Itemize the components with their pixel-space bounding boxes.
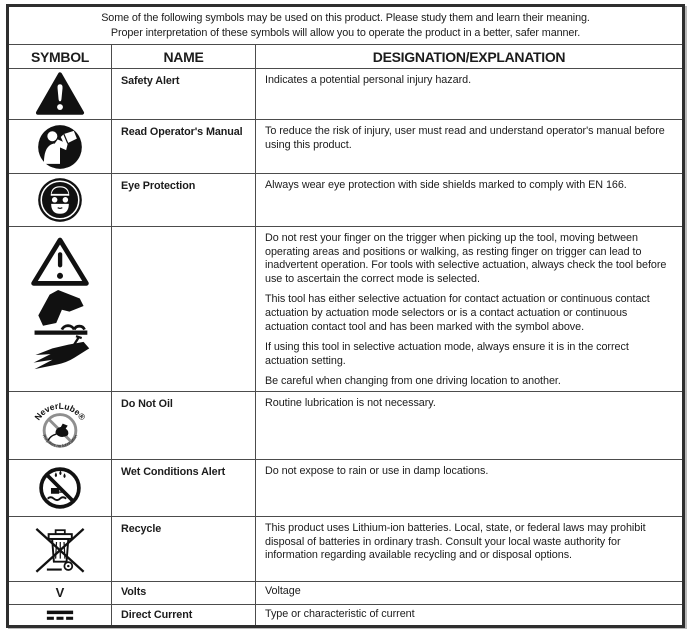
name-cell: Read Operator's Manual [112, 120, 256, 174]
symbol-cell [8, 227, 112, 392]
volts-symbol: V [55, 584, 65, 600]
symbol-cell [8, 69, 112, 120]
designation-text: This product uses Lithium-ion batteries. Local, state, or federal laws may prohibit disposal of batteries in ordinary trash. Consult your local waste authority for information regarding available recycling and or disposal options. [265, 521, 646, 562]
intro-text [8, 6, 684, 45]
eye-protection-icon [37, 177, 83, 223]
neverlube-arc-text: NeverLube® [32, 401, 88, 423]
do-not-oil-neverlube-icon [31, 395, 89, 455]
designation-cell [256, 174, 684, 227]
intro-row [8, 6, 684, 45]
intro-line-2: Proper interpretation of these symbols will allow you to operate the product in a better, safer manner. [110, 26, 581, 39]
designation-cell [256, 581, 684, 604]
designation-text: Voltage [265, 584, 301, 597]
designation-cell [256, 516, 684, 581]
symbols-table [6, 4, 685, 628]
designation-text: Always wear eye protection with side shields marked to comply with EN 166. [265, 179, 627, 191]
symbol-cell [8, 581, 112, 604]
designation-paragraph-2: This tool has either selective actuation for contact actuation or continuous contact actuation by actuation mode selectors or is a contact actuation or continuous actuation contact tool and has been marked with the symbol above. [265, 293, 650, 333]
name-cell [112, 227, 256, 392]
table-row-volts [8, 581, 684, 604]
designation-text: Type or characteristic of current [265, 607, 415, 620]
designation-cell [256, 459, 684, 516]
table-row-eye-protection [8, 174, 684, 227]
designation-text: To reduce the risk of injury, user must read and understand operator's manual before using this product. [265, 125, 665, 151]
name-cell: Direct Current [112, 604, 256, 626]
header-name: NAME [112, 45, 256, 69]
table-row-read-manual [8, 120, 684, 174]
designation-paragraph-4: Be careful when changing from one driving location to another. [265, 375, 561, 388]
read-operators-manual-icon [37, 124, 83, 170]
name-cell: Eye Protection [112, 174, 256, 227]
symbol-cell [8, 516, 112, 581]
designation-cell [256, 604, 684, 626]
symbol-cell [8, 459, 112, 516]
svg-text:NeverLube® [32, 401, 88, 423]
table-row-wet-conditions [8, 459, 684, 516]
header-symbol: SYMBOL [8, 45, 112, 69]
header-designation: DESIGNATION/EXPLANATION [256, 45, 684, 69]
symbol-cell [8, 391, 112, 459]
table-row-trigger-warning [8, 227, 684, 392]
designation-text: Do not expose to rain or use in damp locations. [265, 464, 489, 477]
manual-symbols-page [6, 4, 684, 628]
neverlube-bottom-arc-text: Requires no lubrication [41, 434, 79, 449]
symbol-cell [8, 120, 112, 174]
trigger-actuation-warning-icon [27, 232, 93, 380]
name-cell: Safety Alert [112, 69, 256, 120]
symbol-cell [8, 604, 112, 626]
name-cell: Wet Conditions Alert [112, 459, 256, 516]
designation-paragraph-1: Do not rest your finger on the trigger when picking up the tool, moving between operating areas and positions or walking, as resting finger on trigger can lead to inadvertent operation. For tools with selective actuation, always check the tool before use to ascertain the correct mode is selected. [265, 232, 667, 285]
safety-alert-icon [35, 72, 85, 116]
symbol-cell [8, 174, 112, 227]
designation-cell [256, 120, 684, 174]
wet-conditions-icon [37, 465, 83, 511]
designation-text: Indicates a potential personal injury hazard. [265, 74, 472, 86]
designation-paragraph-3: If using this tool in selective actuation mode, always ensure it is in the correct actuation setting. [265, 341, 629, 367]
table-row-recycle [8, 516, 684, 581]
table-row-safety-alert [8, 69, 684, 120]
header-row [8, 45, 684, 69]
designation-text: Routine lubrication is not necessary. [265, 396, 436, 409]
intro-line-1: Some of the following symbols may be used on this product. Please study them and learn their meaning. [101, 12, 590, 24]
direct-current-icon [46, 609, 74, 621]
designation-cell [256, 391, 684, 459]
designation-cell [256, 69, 684, 120]
designation-cell [256, 227, 684, 392]
table-row-do-not-oil [8, 391, 684, 459]
name-cell: Recycle [112, 516, 256, 581]
recycle-weee-bin-icon [32, 521, 88, 577]
table-row-direct-current [8, 604, 684, 626]
name-cell: Volts [112, 581, 256, 604]
name-cell: Do Not Oil [112, 391, 256, 459]
